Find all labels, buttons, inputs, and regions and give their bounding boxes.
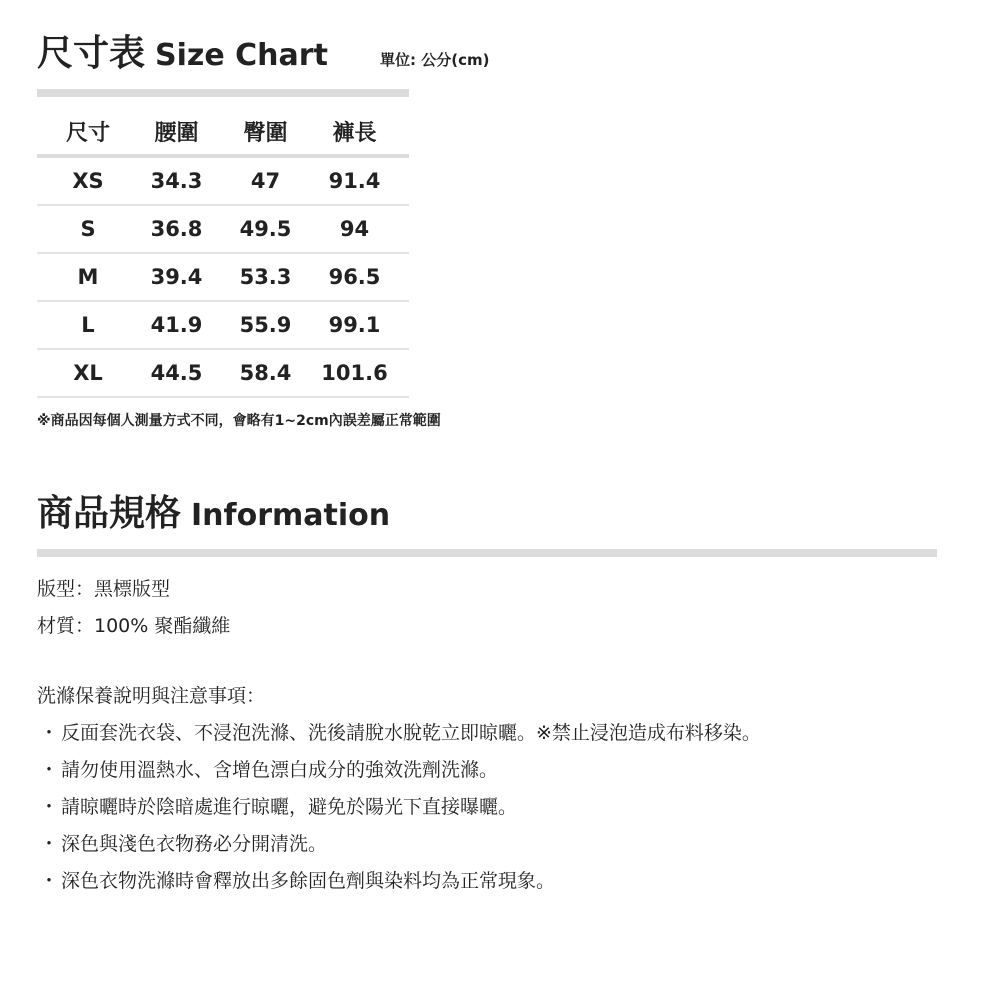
care-text: 深色衣物洗滌時會釋放出多餘固色劑與染料均為正常現象。 (61, 870, 556, 892)
header-size: 尺寸 (65, 120, 110, 146)
size-cell: S (80, 217, 96, 241)
care-text: 請勿使用溫熱水、含增色漂白成分的強效洗劑洗滌。 (61, 759, 499, 781)
hip-cell: 55.9 (239, 313, 292, 337)
length-cell: 101.6 (321, 361, 388, 385)
care-heading: 洗滌保養說明與注意事項： (37, 685, 266, 707)
bullet-icon: ・ (39, 833, 59, 855)
list-item (37, 757, 761, 794)
waist-cell: 34.3 (150, 169, 203, 193)
list-item (37, 794, 761, 831)
list-item (37, 868, 761, 905)
care-text: 深色與淺色衣物務必分開清洗。 (61, 833, 328, 855)
length-cell: 91.4 (328, 169, 381, 193)
size-chart-title-en: Size Chart (155, 38, 328, 73)
bullet-icon: ・ (39, 870, 59, 892)
hip-cell: 53.3 (239, 265, 292, 289)
size-cell: XL (73, 361, 103, 385)
size-table-header (37, 108, 409, 158)
table-row (37, 350, 409, 398)
header-hip: 臀圍 (243, 120, 288, 146)
material-spec: 材質：100% 聚酯纖維 (37, 615, 231, 637)
list-item (37, 831, 761, 868)
hip-cell: 49.5 (239, 217, 292, 241)
bullet-icon: ・ (39, 722, 59, 744)
info-title-zh: 商品規格 (37, 493, 182, 534)
info-divider (37, 549, 937, 557)
size-chart-title (37, 30, 328, 80)
table-row (37, 158, 409, 206)
length-cell: 94 (339, 217, 370, 241)
waist-cell: 39.4 (150, 265, 203, 289)
size-cell: L (81, 313, 95, 337)
size-cell: M (77, 265, 99, 289)
table-row (37, 254, 409, 302)
length-cell: 99.1 (328, 313, 381, 337)
care-list (37, 720, 761, 905)
size-chart-divider (37, 89, 409, 97)
hip-cell: 58.4 (239, 361, 292, 385)
header-length: 褲長 (332, 120, 377, 146)
list-item (37, 720, 761, 757)
size-table (37, 108, 409, 398)
waist-cell: 36.8 (150, 217, 203, 241)
info-title (37, 490, 390, 540)
bullet-icon: ・ (39, 759, 59, 781)
length-cell: 96.5 (328, 265, 381, 289)
measurement-note: ※商品因每個人測量方式不同，會略有1~2cm內誤差屬正常範圍 (37, 413, 441, 429)
fit-spec: 版型：黑標版型 (37, 578, 171, 600)
bullet-icon: ・ (39, 796, 59, 818)
table-row (37, 302, 409, 350)
waist-cell: 41.9 (150, 313, 203, 337)
size-chart-title-zh: 尺寸表 (37, 33, 146, 74)
info-title-en: Information (191, 498, 391, 533)
care-text: 請晾曬時於陰暗處進行晾曬，避免於陽光下直接曝曬。 (61, 796, 518, 818)
unit-label: 單位: 公分(cm) (380, 51, 490, 69)
table-row (37, 206, 409, 254)
size-cell: XS (72, 169, 104, 193)
hip-cell: 47 (250, 169, 281, 193)
care-text: 反面套洗衣袋、不浸泡洗滌、洗後請脫水脫乾立即晾曬。※禁止浸泡造成布料移染。 (61, 722, 761, 744)
waist-cell: 44.5 (150, 361, 203, 385)
header-waist: 腰圍 (154, 120, 199, 146)
